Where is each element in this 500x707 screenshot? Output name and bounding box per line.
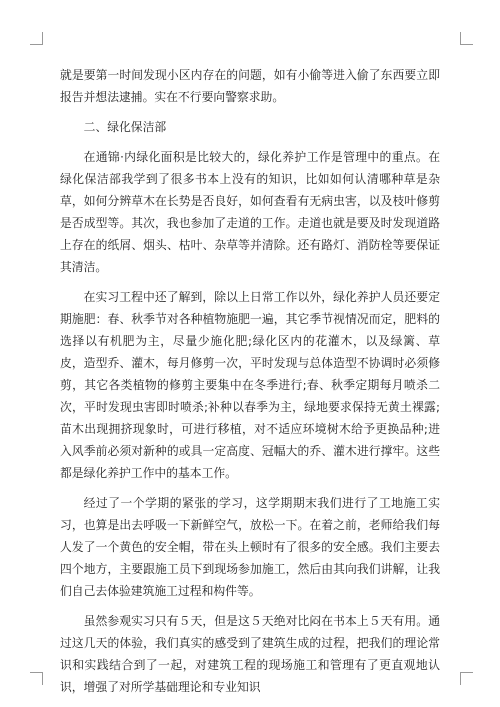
section-heading-greening: 二、绿化保洁部 <box>83 120 167 134</box>
crop-mark-bottom-right <box>460 672 473 685</box>
paragraph-site-internship: 经过了一个学期的紧张的学习，这学期期末我们进行了工地施工实习，也算是出去呼吸一下新鲜空气，放松一下。在着之前，老师给我们每人发了一个黄色的安全帽，带在头上顿时有了很多的安全感。我们主要去四个地方，主要跟施工员下到现场参加施工，然后由其向我们讲解，让我们自己去体验建筑施工过程和构件等。 <box>60 496 440 598</box>
paragraph-continuation: 就是要第一时间发现小区内存在的问题，如有小偷等进入偷了东西要立即报告并想法逮捕。实在不行要向警察求助。 <box>60 68 440 104</box>
paragraph-internship-summary: 虽然参观实习只有５天，但是这５天绝对比闷在书本上５天有用。通过这几天的体验，我们真实的感受到了建筑生成的过程，把我们的理论常识和实践结合到了一起，对建筑工程的现场施工和管理有了更直观地认识，增强了对所学基础理论和专业知识 <box>60 614 440 694</box>
paragraph-greening-maintenance: 在实习工程中还了解到，除以上日常工作以外，绿化养护人员还要定期施肥：春、秋季节对各种植物施肥一遍，其它季节视情况而定，肥料的选择以有机肥为主，尽量少施化肥;绿化区内的花灌木，以及绿篱、草皮，造型乔、灌木，每月修剪一次，平时发现与总体造型不协调时必须修剪，其它各类植物的修剪主要集中在冬季进行;春、秋季定期每月喷杀二次，平时发现虫害即时喷杀;补种以春季为主，绿地要求保持无黄土裸露;苗木出现拥挤现象时，可进行移植，对不适应环境树木给予更换品种;进入风季前必须对新种的或具一定高度、冠幅大的乔、灌木进行撑牢。这些都是绿化养护工作中的基本工作。 <box>60 290 440 480</box>
crop-mark-top-left <box>30 32 43 45</box>
crop-mark-bottom-left <box>30 672 43 685</box>
paragraph-greening-intro: 在通锦·内绿化面积是比较大的，绿化养护工作是管理中的重点。在绿化保洁部我学到了很多书本上没有的知识，比如如何认清哪种草是杂草，如何分辨草木在长势是否良好，如何查看有无病虫害，以及枝叶修剪是否成型等。其次，我也参加了走道的工作。走道也就是要及时发现道路上存在的纸屑、烟头、枯叶、杂草等并清除。还有路灯、消防栓等要保证其清洁。 <box>60 150 440 274</box>
document-body <box>60 64 440 706</box>
crop-mark-top-right <box>460 32 473 45</box>
